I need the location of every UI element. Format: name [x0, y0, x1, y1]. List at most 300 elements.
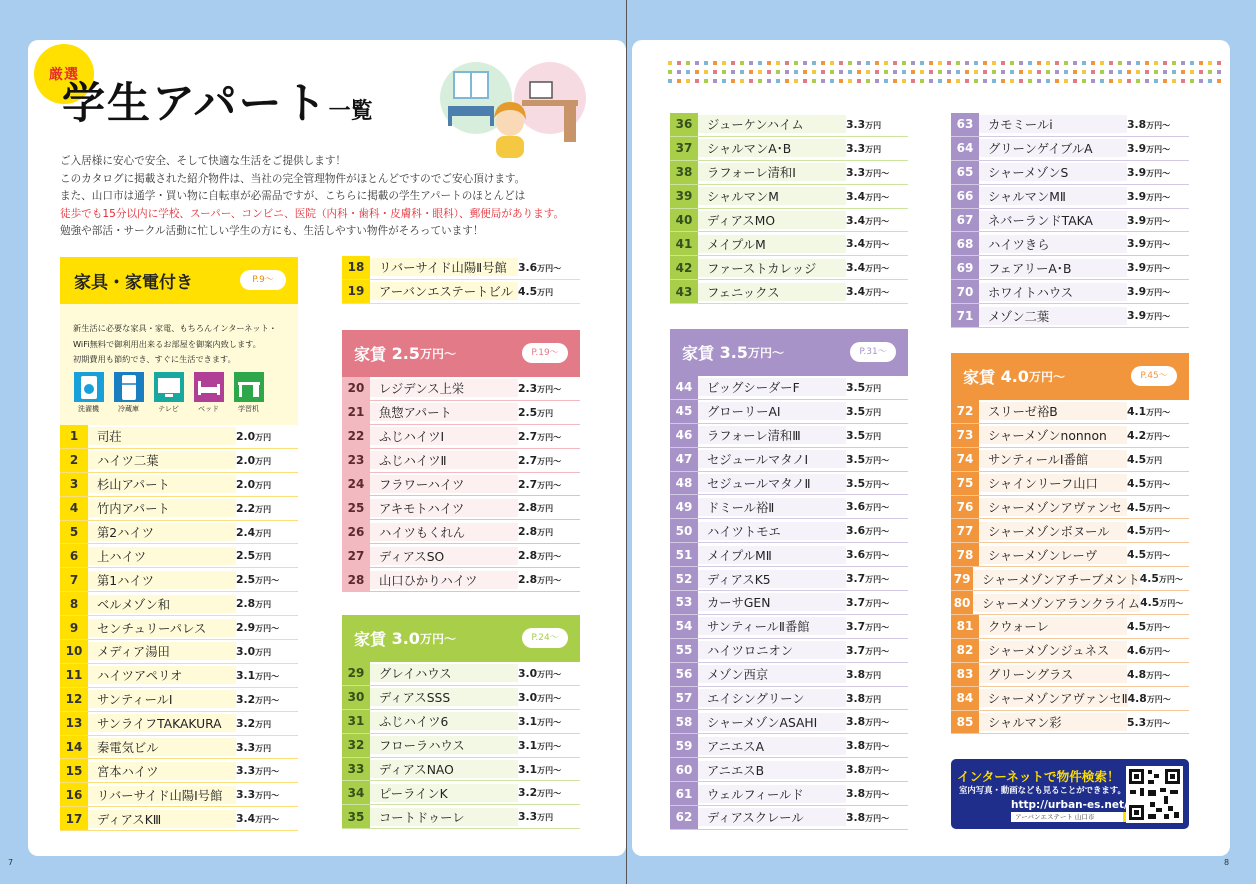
- price-value: 3.4: [846, 261, 866, 275]
- price-unit: 万円〜: [537, 789, 562, 799]
- internet-search-banner[interactable]: [951, 759, 1189, 829]
- price-value: 4.8: [1127, 691, 1147, 705]
- price-value: 2.9: [236, 621, 256, 635]
- property-number: 82: [951, 639, 979, 662]
- price-unit: 万円〜: [1146, 288, 1171, 298]
- property-price: [236, 621, 298, 634]
- price-unit: 万円: [537, 504, 554, 514]
- price-value: 3.7: [846, 619, 866, 633]
- price-value: 3.8: [846, 715, 866, 729]
- property-name: シャインリーフ山口: [979, 474, 1127, 492]
- price-unit: 万円〜: [1146, 216, 1171, 226]
- price-unit: 万円〜: [537, 576, 562, 586]
- price-unit: 万円〜: [865, 264, 890, 274]
- property-row: [670, 232, 908, 256]
- decorative-dot: [839, 61, 843, 65]
- decorative-dot: [1172, 70, 1176, 74]
- property-price: [1127, 668, 1189, 681]
- decorative-dot: [992, 61, 996, 65]
- property-row: [342, 449, 580, 473]
- property-row: [670, 137, 908, 161]
- property-name: アニエスB: [698, 761, 846, 779]
- price-value: 3.7: [846, 643, 866, 657]
- decorative-dot: [767, 70, 771, 74]
- price-unit: 万円: [537, 813, 554, 823]
- decorative-dot: [884, 61, 888, 65]
- decorative-dot: [965, 79, 969, 83]
- property-price: [1127, 142, 1189, 155]
- decorative-dot: [1217, 79, 1221, 83]
- property-name: フラワーハイツ: [370, 475, 518, 493]
- bed-icon: [194, 372, 224, 402]
- property-price: [518, 430, 580, 443]
- price-value: 2.7: [518, 477, 538, 491]
- decorative-dot: [713, 70, 717, 74]
- rent-3-5-header: [670, 329, 908, 376]
- property-price: [1127, 644, 1189, 657]
- property-name: ディアスクレール: [698, 808, 846, 826]
- property-name: ディアスK5: [698, 570, 846, 588]
- property-row: [951, 519, 1189, 543]
- search-box[interactable]: アーバンエステート 山口市: [1011, 812, 1123, 822]
- price-value: 3.4: [846, 189, 866, 203]
- property-price: [846, 524, 908, 537]
- price-value: 3.5: [846, 428, 866, 442]
- decorative-dot: [758, 70, 762, 74]
- property-price: [846, 261, 908, 274]
- price-value: 3.1: [518, 714, 538, 728]
- property-row: [60, 521, 298, 545]
- decorative-dot: [794, 61, 798, 65]
- rent-4-0-rows: [951, 400, 1189, 734]
- property-row: [670, 639, 908, 663]
- decorative-dot: [785, 61, 789, 65]
- property-price: [846, 692, 908, 705]
- price-unit: 万円〜: [1146, 144, 1171, 154]
- property-name: ウェルフィールド: [698, 785, 846, 803]
- decorative-dot: [1190, 61, 1194, 65]
- price-value: 3.6: [846, 524, 866, 538]
- refrigerator-icon: [114, 372, 144, 402]
- intro-line: 勉強や部活・サークル活動に忙しい学生の方にも、生活しやすい物件がそろっています！: [60, 225, 484, 238]
- decorative-dot: [848, 70, 852, 74]
- decorative-dot: [992, 70, 996, 74]
- property-name: 竹内アパート: [88, 499, 236, 517]
- property-number: 8: [60, 592, 88, 615]
- decorative-dot: [929, 70, 933, 74]
- price-value: 3.9: [1127, 309, 1147, 323]
- decorative-dot: [731, 70, 735, 74]
- price-value: 4.6: [1127, 643, 1147, 657]
- decorative-dot: [1199, 70, 1203, 74]
- decorative-dot: [1037, 61, 1041, 65]
- property-number: 21: [342, 401, 370, 424]
- intro-text: [60, 153, 600, 241]
- appliance-item: [193, 372, 224, 414]
- property-name: ハイツ二葉: [88, 451, 236, 469]
- property-price: [518, 810, 580, 823]
- property-number: 18: [342, 256, 370, 279]
- price-unit: 万円〜: [865, 742, 890, 752]
- decorative-dot: [767, 79, 771, 83]
- price-unit: 万円: [537, 408, 554, 418]
- decorative-dot: [785, 70, 789, 74]
- price-value: 3.2: [518, 786, 538, 800]
- property-row: [670, 472, 908, 496]
- decorative-dot: [866, 70, 870, 74]
- property-name: シャルマンA･B: [698, 139, 846, 157]
- property-name: サンライフTAKAKURA: [88, 714, 236, 732]
- price-value: 2.2: [236, 501, 256, 515]
- property-name: シャルマンM: [698, 187, 846, 205]
- property-price: [518, 261, 580, 274]
- property-price: [1128, 692, 1189, 705]
- decorative-dot: [749, 61, 753, 65]
- property-name: メディア湯田: [88, 642, 236, 660]
- property-price: [1127, 309, 1189, 322]
- decorative-dot: [974, 79, 978, 83]
- price-unit: 万円〜: [255, 624, 280, 634]
- price-unit: 万円〜: [537, 480, 562, 490]
- property-row: [60, 664, 298, 688]
- property-name: コートドゥーレ: [370, 808, 518, 826]
- property-name: ピーラインK: [370, 784, 518, 802]
- decorative-dot: [1127, 61, 1131, 65]
- decorative-dot: [902, 79, 906, 83]
- property-name: グリーンゲイブルA: [979, 139, 1127, 157]
- property-price: [1127, 405, 1189, 418]
- property-name: ふじハイツ6: [370, 712, 518, 730]
- decorative-dot: [749, 70, 753, 74]
- property-name: ディアスMO: [698, 211, 846, 229]
- property-row: [342, 401, 580, 425]
- price-unit: 万円〜: [537, 432, 562, 442]
- price-value: 2.4: [236, 525, 256, 539]
- decorative-dot: [983, 70, 987, 74]
- property-name: メゾン西京: [698, 665, 846, 683]
- rent-4-0-header: [951, 353, 1189, 400]
- price-value: 2.8: [518, 549, 538, 563]
- price-value: 3.3: [518, 810, 538, 824]
- property-row: [60, 544, 298, 568]
- decorative-dot: [1154, 61, 1158, 65]
- page-title: [62, 76, 373, 140]
- property-name: ふじハイツⅠ: [370, 427, 518, 445]
- price-value: 2.3: [518, 381, 538, 395]
- price-value: 3.0: [236, 644, 256, 658]
- decorative-dot: [920, 79, 924, 83]
- furnished-list-rows: [342, 256, 580, 304]
- internet-heading: インターネットで物件検索！: [957, 769, 1120, 784]
- rent-3-5-rows: [670, 376, 908, 830]
- property-row: [342, 734, 580, 758]
- decorative-dot: [1217, 61, 1221, 65]
- property-number: 1: [60, 425, 88, 448]
- price-value: 3.8: [1127, 117, 1147, 131]
- price-value: 4.5: [1127, 524, 1147, 538]
- intro-line: ご入居様に安心で安全、そして快適な生活をご提供します！: [60, 155, 347, 167]
- price-unit: 万円〜: [537, 456, 562, 466]
- decorative-dot: [1019, 79, 1023, 83]
- property-row: [670, 615, 908, 639]
- price-value: 3.9: [1127, 261, 1147, 275]
- property-number: 70: [951, 280, 979, 303]
- page-fold: [626, 0, 627, 884]
- furnished-list-continued: [342, 256, 580, 304]
- property-row: [670, 280, 908, 304]
- property-row: [670, 400, 908, 424]
- price-value: 3.9: [1127, 213, 1147, 227]
- property-row: [951, 113, 1189, 137]
- property-name: シャーメゾンnonnon: [979, 426, 1127, 444]
- selected-badge: 厳選: [34, 44, 94, 104]
- property-name: シャーメゾンアランクライム: [973, 594, 1140, 612]
- decorative-dot: [731, 61, 735, 65]
- decorative-dot: [677, 70, 681, 74]
- property-number: 78: [951, 543, 979, 566]
- decorative-dot: [920, 70, 924, 74]
- property-number: 12: [60, 688, 88, 711]
- price-unit: 万円〜: [1146, 527, 1171, 537]
- price-value: 4.5: [1139, 572, 1159, 586]
- price-unit: 万円〜: [865, 622, 890, 632]
- section-unit: 万円〜: [747, 346, 784, 360]
- price-unit: 万円: [255, 719, 272, 729]
- price-value: 3.2: [236, 716, 256, 730]
- property-row: [342, 781, 580, 805]
- price-unit: 万円〜: [537, 384, 562, 394]
- section-amount: 3.0: [391, 629, 420, 648]
- property-name: メゾン二葉: [979, 307, 1127, 325]
- property-number: 37: [670, 137, 698, 160]
- property-row: [670, 758, 908, 782]
- website-url[interactable]: http://urban-es.net/: [1011, 799, 1128, 811]
- decorative-dot: [902, 61, 906, 65]
- decorative-dot: [1046, 61, 1050, 65]
- property-number: 62: [670, 806, 698, 829]
- property-row: [670, 782, 908, 806]
- appliance-label: 学習机: [238, 404, 259, 413]
- property-price: [518, 715, 580, 728]
- property-price: [1127, 501, 1189, 514]
- price-unit: 万円〜: [1146, 120, 1171, 130]
- decorative-dot: [722, 79, 726, 83]
- price-value: 2.8: [518, 525, 538, 539]
- price-value: 2.8: [518, 501, 538, 515]
- property-name: 司荘: [88, 427, 236, 445]
- property-number: 77: [951, 519, 979, 542]
- appliance-label: 冷蔵庫: [118, 404, 139, 413]
- property-number: 53: [670, 591, 698, 614]
- decorative-dot: [1073, 79, 1077, 83]
- decorative-dot: [911, 70, 915, 74]
- decorative-dot: [857, 70, 861, 74]
- property-row: [951, 711, 1189, 735]
- property-row: [342, 425, 580, 449]
- property-name: ラフォーレ清和Ⅲ: [698, 426, 846, 444]
- property-price: [846, 500, 908, 513]
- furnished-title: 家具・家電付き: [74, 273, 193, 293]
- property-row: [60, 497, 298, 521]
- property-number: 71: [951, 304, 979, 327]
- decorative-dot: [929, 79, 933, 83]
- section-page-ref: P.31〜: [850, 342, 896, 362]
- title-main: 学生アパート: [62, 79, 329, 129]
- price-value: 3.3: [846, 141, 866, 155]
- furnished-desc-line: 新生活に必要な家具・家電、もちろんインターネット・: [73, 323, 277, 333]
- property-price: [1127, 524, 1189, 537]
- property-row: [670, 256, 908, 280]
- decorative-dot: [1100, 61, 1104, 65]
- property-price: [236, 693, 298, 706]
- property-name: ビッグシーダーF: [698, 378, 846, 396]
- property-name: アキモトハイツ: [370, 499, 518, 517]
- property-price: [1127, 190, 1189, 203]
- property-row: [342, 568, 580, 592]
- decorative-dot: [1136, 79, 1140, 83]
- property-number: 5: [60, 521, 88, 544]
- property-name: 魚惣アパート: [370, 403, 518, 421]
- price-value: 3.5: [846, 476, 866, 490]
- price-value: 3.0: [518, 666, 538, 680]
- decorative-dot: [1073, 61, 1077, 65]
- property-name: シャーメゾンS: [979, 163, 1127, 181]
- rent-2-5-section: [342, 330, 580, 592]
- decorative-dot: [1181, 61, 1185, 65]
- price-value: 4.5: [1127, 452, 1147, 466]
- price-unit: 万円〜: [1146, 479, 1171, 489]
- decorative-dot: [677, 61, 681, 65]
- decorative-dot: [713, 61, 717, 65]
- property-name: ディアスSO: [370, 547, 518, 565]
- internet-subtext: 室内写真・動画なども見ることができます。: [959, 785, 1126, 795]
- property-price: [846, 572, 908, 585]
- price-unit: 万円〜: [865, 288, 890, 298]
- price-value: 2.0: [236, 429, 256, 443]
- decorative-dot: [695, 61, 699, 65]
- decorative-dot: [947, 79, 951, 83]
- property-price: [236, 764, 298, 777]
- property-number: 4: [60, 497, 88, 520]
- property-price: [236, 645, 298, 658]
- price-unit: 万円〜: [865, 503, 890, 513]
- price-value: 3.5: [846, 380, 866, 394]
- property-name: ハイツもくれん: [370, 523, 518, 541]
- intro-line-highlight: 徒歩でも15分以内に学校、スーパー、コンビニ、医院（内科・歯科・皮膚科・眼科）、郵便局があります。: [60, 207, 565, 220]
- decorative-dot: [1055, 61, 1059, 65]
- property-price: [236, 526, 298, 539]
- property-name: シャーメゾンジュネス: [979, 641, 1127, 659]
- property-price: [1127, 477, 1189, 490]
- property-row: [342, 473, 580, 497]
- price-unit: 万円: [255, 528, 272, 538]
- property-row: [60, 807, 298, 831]
- decorative-dot: [902, 70, 906, 74]
- property-name: グローリーAⅠ: [698, 402, 846, 420]
- property-name: ホワイトハウス: [979, 283, 1127, 301]
- page-number-left: 7: [8, 858, 14, 867]
- decorative-dot: [974, 70, 978, 74]
- price-value: 2.5: [518, 405, 538, 419]
- property-number: 59: [670, 734, 698, 757]
- decorative-dot: [1154, 79, 1158, 83]
- decorative-dot: [1109, 61, 1113, 65]
- rent-2-5-header: [342, 330, 580, 377]
- price-unit: 万円〜: [865, 766, 890, 776]
- decorative-dot: [1082, 61, 1086, 65]
- decorative-dot: [1064, 79, 1068, 83]
- price-value: 2.8: [518, 573, 538, 587]
- decorative-dot: [1145, 79, 1149, 83]
- property-price: [236, 549, 298, 562]
- price-unit: 万円〜: [1146, 622, 1171, 632]
- decorative-dot: [1001, 61, 1005, 65]
- decorative-dot: [839, 70, 843, 74]
- student-room-illustration: [430, 60, 590, 160]
- property-row: [60, 473, 298, 497]
- property-number: 40: [670, 209, 698, 232]
- property-price: [846, 763, 908, 776]
- property-name: リバーサイド山陽Ⅱ号館: [370, 258, 518, 276]
- price-value: 2.5: [236, 573, 256, 587]
- decorative-dot: [794, 79, 798, 83]
- washing-machine-icon: [74, 372, 104, 402]
- decorative-dot: [1136, 61, 1140, 65]
- decorative-dot: [1064, 61, 1068, 65]
- decorative-dot: [1199, 61, 1203, 65]
- property-price: [846, 190, 908, 203]
- property-row: [951, 567, 1189, 591]
- property-name: 秦電気ビル: [88, 738, 236, 756]
- property-row: [951, 280, 1189, 304]
- decorative-dot: [884, 79, 888, 83]
- rent-3-0-section-continued: [670, 113, 908, 304]
- appliance-label: ベッド: [198, 404, 219, 413]
- price-value: 3.2: [236, 692, 256, 706]
- decorative-dot: [1127, 70, 1131, 74]
- decorative-dot: [893, 70, 897, 74]
- appliance-icons: [73, 372, 288, 414]
- property-number: 69: [951, 256, 979, 279]
- price-unit: 万円〜: [1146, 718, 1171, 728]
- decorative-dot: [884, 70, 888, 74]
- price-unit: 万円〜: [865, 598, 890, 608]
- decorative-dot: [758, 61, 762, 65]
- decorative-dot: [731, 79, 735, 83]
- property-price: [518, 525, 580, 538]
- property-price: [846, 739, 908, 752]
- qr-code-icon[interactable]: [1126, 766, 1183, 823]
- property-row: [342, 280, 580, 304]
- property-row: [670, 185, 908, 209]
- property-price: [846, 429, 908, 442]
- property-row: [60, 425, 298, 449]
- property-row: [951, 448, 1189, 472]
- price-value: 4.8: [1127, 667, 1147, 681]
- property-name: ふじハイツⅡ: [370, 451, 518, 469]
- furnished-desc-line: WiFi無料で御利用出来るお部屋を御案内致します。: [73, 338, 261, 349]
- decorative-dot: [767, 61, 771, 65]
- property-row: [60, 568, 298, 592]
- decorative-dot: [1136, 70, 1140, 74]
- price-unit: 万円: [865, 144, 882, 154]
- price-unit: 万円: [537, 528, 554, 538]
- decorative-dot: [821, 61, 825, 65]
- decorative-dot: [1172, 79, 1176, 83]
- decorative-dot: [1091, 61, 1095, 65]
- decorative-dot: [668, 70, 672, 74]
- price-value: 3.3: [846, 165, 866, 179]
